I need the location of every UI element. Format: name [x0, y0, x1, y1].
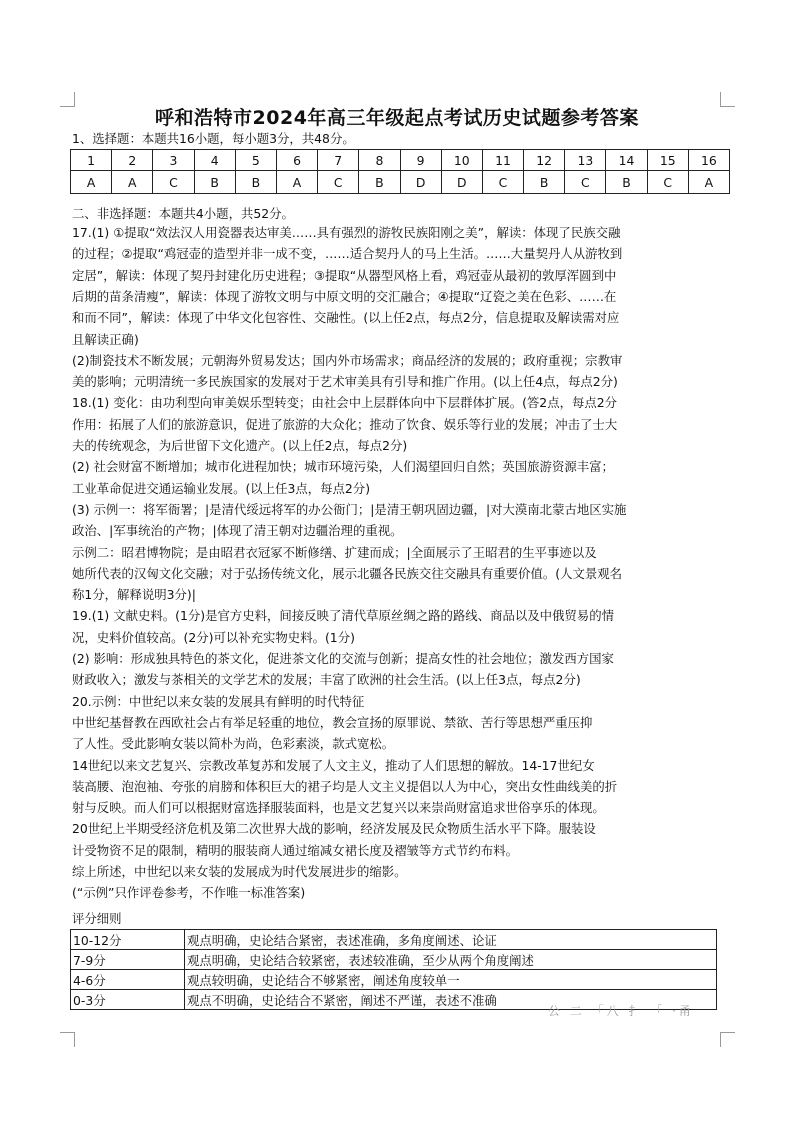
- answer-text-line: 了人性。受此影响女装以简朴为尚，色彩素淡，款式宽松。: [72, 736, 395, 752]
- question-number-cell: 15: [647, 150, 688, 171]
- question-number-cell: 12: [524, 150, 565, 171]
- scoring-heading: 评分细则: [72, 911, 122, 926]
- answer-cell: C: [318, 171, 359, 194]
- answer-table-answer-row: [71, 171, 730, 194]
- answer-text-line: 装高腰、泡泡袖、夸张的肩膀和体积巨大的裙子均是人文主义提倡以人为中心，突出女性曲线美的折: [72, 778, 618, 794]
- question-number-cell: 8: [359, 150, 400, 171]
- answer-cell: A: [688, 171, 729, 194]
- answer-text-line: 后期的苗条清瘦”，解读：体现了游牧文明与中原文明的交汇融合；④提取“辽瓷之美在色彩、……在: [72, 288, 617, 304]
- scoring-row: [71, 930, 717, 950]
- question-number-cell: 10: [441, 150, 482, 171]
- question-number-cell: 11: [482, 150, 523, 171]
- answer-cell: C: [647, 171, 688, 194]
- answer-text-line: 和而不同”，解读：体现了中华文化包容性、交融性。(以上任2点，每点2分，信息提取及解读需对应: [72, 310, 620, 326]
- answer-text-line: 夫的传统观念，为后世留下文化遗产。(以上任2点，每点2分): [72, 438, 408, 453]
- answer-text-line: (2)制瓷技术不断发展；元朝海外贸易发达；国内外市场需求；商品经济的发展的；政府重视；宗教审: [72, 352, 623, 368]
- watermark-stamp: 公 二 「八 扌 「 ·甬: [548, 1004, 694, 1018]
- page-title: 呼和浩特市2024年高三年级起点考试历史试题参考答案: [155, 107, 639, 129]
- answer-table-number-row: [71, 150, 730, 171]
- answer-cell: C: [482, 171, 523, 194]
- answer-table: [70, 149, 730, 194]
- question-number-cell: 14: [606, 150, 647, 171]
- answer-cell: B: [524, 171, 565, 194]
- scoring-row: [71, 970, 717, 990]
- scoring-row: [71, 950, 717, 970]
- score-criteria-cell: 观点明确，史论结合紧密，表述准确，多角度阐述、论证: [185, 930, 717, 950]
- question-number-cell: 13: [565, 150, 606, 171]
- answer-cell: B: [194, 171, 235, 194]
- answer-text-line: 况，史料价值较高。(2分)可以补充实物史料。(1分): [72, 629, 355, 645]
- section1-heading: 1、选择题：本题共16小题，每小题3分，共48分。: [72, 131, 355, 146]
- answer-text-line: 20.示例：中世纪以来女装的发展具有鲜明的时代特征: [72, 693, 365, 709]
- score-range-cell: 4-6分: [71, 970, 185, 990]
- answer-text-line: (2) 社会财富不断增加；城市化进程加快；城市环境污染，人们渴望回归自然；英国旅游资源丰富；: [72, 459, 614, 475]
- score-range-cell: 7-9分: [71, 950, 185, 970]
- answer-cell: D: [441, 171, 482, 194]
- crop-mark-bottom-right: [720, 1032, 735, 1047]
- answer-text-line: 19.(1) 文献史料。(1分)是官方史料，间接反映了清代草原丝绸之路的路线、商品以及中俄贸易的情: [72, 608, 614, 624]
- question-number-cell: 9: [400, 150, 441, 171]
- answer-text-line: (2) 影响：形成独具特色的茶文化，促进茶文化的交流与创新；提高女性的社会地位；激发西方国家: [72, 651, 614, 666]
- score-range-cell: 0-3分: [71, 990, 185, 1010]
- question-number-cell: 16: [688, 150, 729, 171]
- question-number-cell: 3: [153, 150, 194, 171]
- answer-text-line: 18.(1) 变化：由功利型向审美娱乐型转变；由社会中上层群体向中下层群体扩展。(答2点，每点2分: [72, 395, 618, 411]
- question-number-cell: 7: [318, 150, 359, 171]
- answer-text-line: 财政收入；激发与茶相关的文学艺术的发展；丰富了欧洲的社会生活。(以上任3点，每点2分): [72, 672, 581, 688]
- answer-text-line: 综上所述，中世纪以来女装的发展成为时代发展进步的缩影。: [72, 864, 407, 879]
- answer-text-line: 14世纪以来文艺复兴、宗教改革复苏和发展了人文主义，推动了人们思想的解放。14-17世纪女: [72, 757, 595, 773]
- crop-mark-bottom-left: [60, 1032, 75, 1047]
- answer-cell: D: [400, 171, 441, 194]
- answer-text-line: 她所代表的汉匈文化交融；对于弘扬传统文化，展示北疆各民族交往交融具有重要价值。(人文景观名: [72, 565, 623, 581]
- answer-text-line: 且解读正确): [72, 331, 139, 347]
- question-number-cell: 6: [276, 150, 317, 171]
- question-number-cell: 5: [235, 150, 276, 171]
- scoring-table: [70, 929, 717, 1010]
- answer-text-line: 示例二：昭君博物院；是由昭君衣冠冢不断修缮、扩建而成；|全面展示了王昭君的生平事迹以及: [72, 544, 597, 560]
- answer-cell: B: [606, 171, 647, 194]
- score-criteria-cell: 观点不明确，史论结合不紧密，阐述不严谨，表述不准确: [185, 990, 717, 1010]
- answer-text-line: 的过程；②提取“鸡冠壶的造型并非一成不变，……适合契丹人的马上生活。……大量契丹人从游牧到: [72, 246, 623, 262]
- answer-text-line: 定居”，解读：体现了契丹封建化历史进程；③提取“从器型风格上看，鸡冠壶从最初的敦厚浑圆到中: [72, 267, 617, 283]
- answer-cell: A: [112, 171, 153, 194]
- answer-text-line: 20世纪上半期受经济危机及第二次世界大战的影响，经济发展及民众物质生活水平下降。服装设: [72, 821, 596, 837]
- section2-heading: 二、非选择题：本题共4小题，共52分。: [72, 206, 294, 221]
- answer-text-line: 政治、|军事统治的产物；|体现了清王朝对边疆治理的重视。: [72, 523, 403, 539]
- answer-text-line: 射与反映。而人们可以根据财富选择服装面料，也是文艺复兴以来崇尚财富追求世俗享乐的体现。: [72, 800, 605, 816]
- answer-cell: C: [153, 171, 194, 194]
- answer-text-line: 中世纪基督教在西欧社会占有举足轻重的地位，教会宣扬的原罪说、禁欲、苦行等思想严重压抑: [72, 714, 593, 730]
- answer-text-line: 计受物资不足的限制，精明的服装商人通过缩减女裙长度及褶皱等方式节约布料。: [72, 842, 519, 858]
- answer-text-line: (“示例”只作评卷参考，不作唯一标准答案): [72, 885, 306, 901]
- score-range-cell: 10-12分: [71, 930, 185, 950]
- answer-text-line: 工业革命促进交通运输业发展。(以上任3点，每点2分): [72, 480, 371, 496]
- answer-text-line: 17.(1) ①提取“效法汉人用瓷器表达审美……具有强烈的游牧民族阳刚之美”，解读：体现了民族交融: [72, 225, 621, 240]
- answer-cell: C: [565, 171, 606, 194]
- answer-cell: A: [71, 171, 112, 194]
- score-criteria-cell: 观点较明确，史论结合不够紧密，阐述角度较单一: [185, 970, 717, 990]
- answer-cell: A: [276, 171, 317, 194]
- answer-cell: B: [359, 171, 400, 194]
- answer-text-line: 美的影响；元明清统一多民族国家的发展对于艺术审美具有引导和推广作用。(以上任4点，每点2分): [72, 374, 618, 390]
- answer-text-line: 作用：拓展了人们的旅游意识，促进了旅游的大众化；推动了饮食、娱乐等行业的发展；冲击了士大: [72, 416, 618, 432]
- answer-text-line: 称1分，解释说明3分)|: [72, 587, 196, 603]
- question-number-cell: 4: [194, 150, 235, 171]
- score-criteria-cell: 观点明确，史论结合较紧密，表述较准确，至少从两个角度阐述: [185, 950, 717, 970]
- answer-text-line: (3) 示例一：将军衙署；|是清代绥远将军的办公衙门；|是清王朝巩固边疆，|对大漠南北蒙古地区实施: [72, 501, 627, 517]
- answer-cell: B: [235, 171, 276, 194]
- question-number-cell: 2: [112, 150, 153, 171]
- question-number-cell: 1: [71, 150, 112, 171]
